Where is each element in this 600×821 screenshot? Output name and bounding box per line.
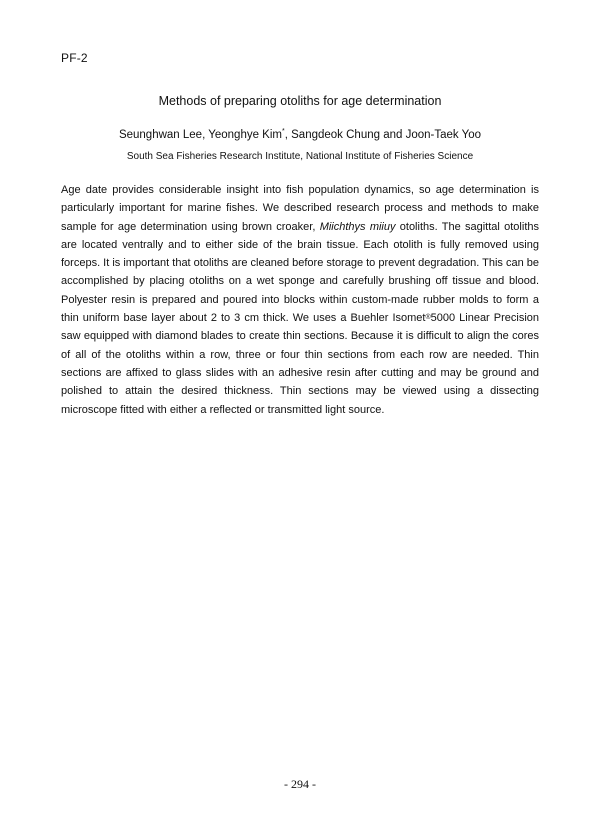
registered-mark: ® bbox=[425, 314, 431, 322]
species-name: Miichthys miiuy bbox=[319, 220, 396, 233]
abstract-paragraph bbox=[61, 181, 539, 419]
abstract-text-2: otoliths. The sagittal otoliths are located ventrally and to either side of the brain tissue. Each otolith is fully removed using forceps. It is important that otoliths are cleaned before storage to prevent degradation. This can be accomplished by placing otoliths on a wet sponge and carefully brushing off tissue and blood. Polyester resin is prepared and poured into blocks within custom-made rubber molds to form a thin uniform base layer about 2 to 3 cm thick. We uses a Buehler Isomet bbox=[61, 220, 539, 325]
abstract-text-1: Age date provides considerable insight into fish population dynamics, so age determination is particularly important for marine fishes. We described research process and methods to make sample for age determination using brown croaker, bbox=[61, 184, 539, 233]
affiliation: South Sea Fisheries Research Institute, National Institute of Fisheries Science bbox=[126, 151, 474, 162]
session-code: PF-2 bbox=[61, 51, 88, 65]
author-list bbox=[0, 129, 600, 141]
paper-title: Methods of preparing otoliths for age determination bbox=[158, 94, 442, 108]
corresponding-author-mark: * bbox=[282, 128, 285, 136]
authors-primary: Seunghwan Lee, Yeonghye Kim bbox=[118, 129, 282, 141]
authors-secondary: , Sangdeok Chung and Joon-Taek Yoo bbox=[284, 129, 482, 141]
abstract-text-3: 5000 Linear Precision saw equipped with diamond blades to create thin sections. Because it is difficult to align the cores of all of the otoliths within a row, three or four thin sections from each row are needed. Thin sections are affixed to glass slides with an adhesive resin after cutting and may be ground and polished to attain the desired thickness. Thin sections may be viewed using a dissecting microscope fitted with either a reflected or transmitted light source. bbox=[61, 312, 540, 416]
page-number: - 294 - bbox=[284, 777, 316, 791]
